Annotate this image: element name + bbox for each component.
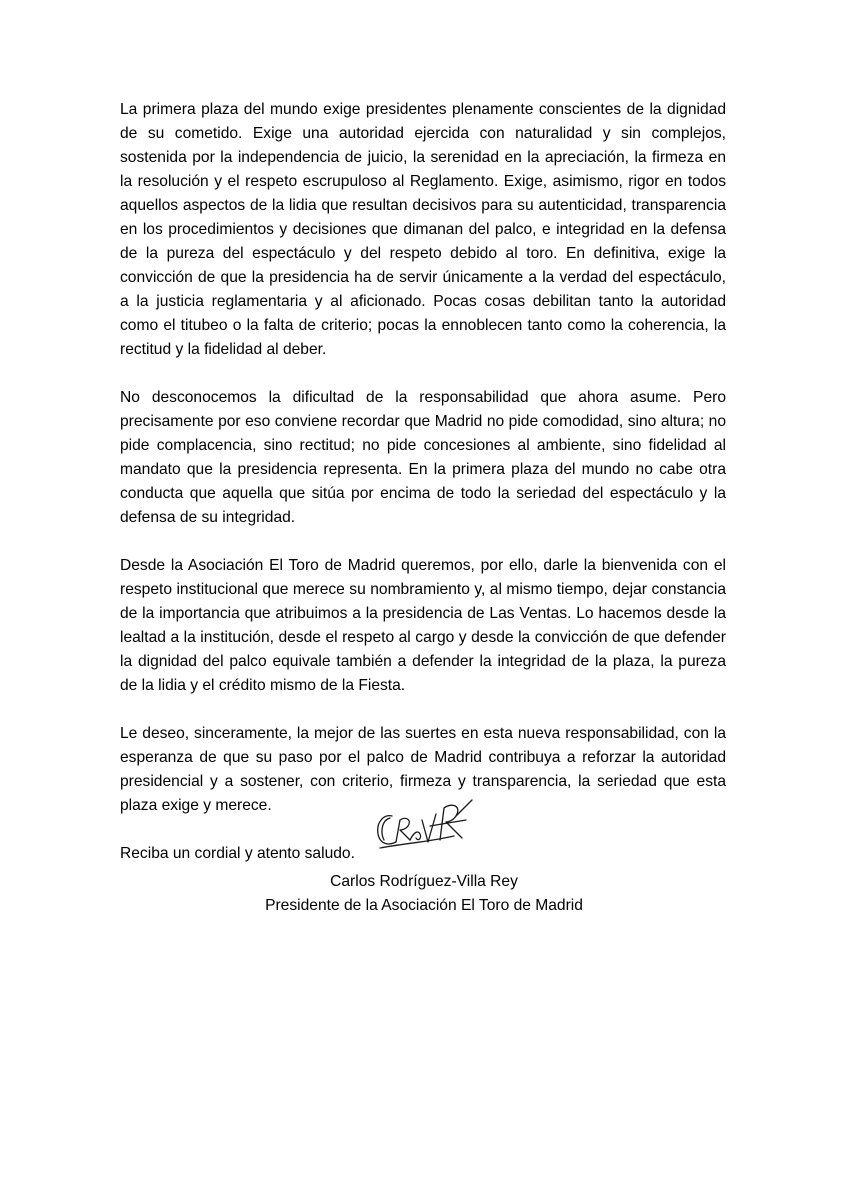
signer-title: Presidente de la Asociación El Toro de Madrid	[265, 897, 583, 914]
letter-closing: Reciba un cordial y atento saludo.	[120, 845, 355, 862]
signer-block	[0, 870, 848, 918]
letter-paragraph-4: Le deseo, sinceramente, la mejor de las suertes en esta nueva responsabilidad, con la esperanza de que su paso por el palco de Madrid contribuya a reforzar la autoridad presidencial y a sostener, con criterio, firmeza y transparencia, la seriedad que esta plaza exige y merece.	[120, 725, 726, 814]
letter-paragraph-2: No desconocemos la dificultad de la responsabilidad que ahora asume. Pero precisamente por eso conviene recordar que Madrid no pide comodidad, sino altura; no pide complacencia, sino rectitud; no pide concesiones al ambiente, sino fidelidad al mandato que la presidencia representa. En la primera plaza del mundo no cabe otra conducta que aquella que sitúa por encima de todo la seriedad del espectáculo y la defensa de su integridad.	[120, 389, 726, 526]
letter-paragraph-1: La primera plaza del mundo exige presidentes plenamente conscientes de la dignidad de su cometido. Exige una autoridad ejercida con naturalidad y sin complejos, sostenida por la independencia de juicio, la serenidad en la apreciación, la firmeza en la resolución y el respeto escrupuloso al Reglamento. Exige, asimismo, rigor en todos aquellos aspectos de la lidia que resultan decisivos para su autenticidad, transparencia en los procedimientos y decisiones que dimanan del palco, e integridad en la defensa de la pureza del espectáculo y del respeto debido al toro. En definitiva, exige la convicción de que la presidencia ha de servir únicamente a la verdad del espectáculo, a la justicia reglamentaria y al aficionado. Pocas cosas debilitan tanto la autoridad como el titubeo o la falta de criterio; pocas la ennoblecen tanto como la coherencia, la rectitud y la fidelidad al deber.	[120, 101, 726, 358]
letter-body	[120, 98, 726, 866]
letter-paragraph-3: Desde la Asociación El Toro de Madrid queremos, por ello, darle la bienvenida con el respeto institucional que merece su nombramiento y, al mismo tiempo, dejar constancia de la importancia que atribuimos a la presidencia de Las Ventas. Lo hacemos desde la lealtad a la institución, desde el respeto al cargo y desde la convicción de que defender la dignidad del palco equivale también a defender la integridad de la plaza, la pureza de la lidia y el crédito mismo de la Fiesta.	[120, 557, 726, 694]
signer-name: Carlos Rodríguez-Villa Rey	[330, 873, 518, 890]
signature-icon	[370, 786, 480, 856]
